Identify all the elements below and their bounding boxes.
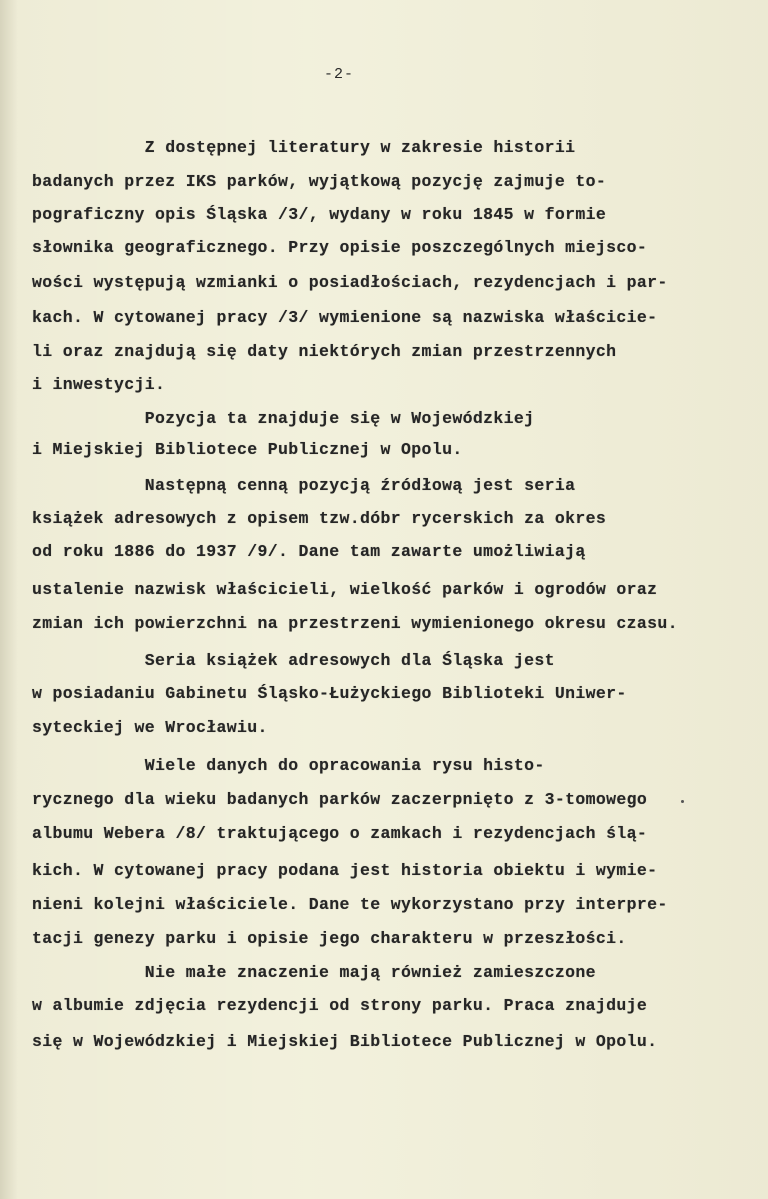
text-line: Seria książek adresowych dla Śląska jest <box>32 651 555 670</box>
text-line: słownika geograficznego. Przy opisie poszczególnych miejsco- <box>32 238 648 257</box>
text-line: rycznego dla wieku badanych parków zaczerpnięto z 3-tomowego <box>32 790 648 809</box>
text-line: i inwestycji. <box>32 375 166 394</box>
text-line: się w Wojewódzkiej i Miejskiej Bibliotece Publicznej w Opolu. <box>32 1032 658 1051</box>
text-line: badanych przez IKS parków, wyjątkową pozycję zajmuje to- <box>32 172 607 191</box>
text-line: Następną cenną pozycją źródłową jest seria <box>32 476 576 495</box>
text-line: i Miejskiej Bibliotece Publicznej w Opolu. <box>32 440 463 459</box>
text-line: syteckiej we Wrocławiu. <box>32 718 268 737</box>
page-number: -2- <box>324 66 355 83</box>
text-line: ustalenie nazwisk właścicieli, wielkość parków i ogrodów oraz <box>32 580 658 599</box>
text-line: li oraz znajdują się daty niektórych zmian przestrzennych <box>32 342 617 361</box>
text-line: Nie małe znaczenie mają również zamieszczone <box>32 963 596 982</box>
text-line: albumu Webera /8/ traktującego o zamkach i rezydencjach ślą- <box>32 824 648 843</box>
text-line: wości występują wzmianki o posiadłościach, rezydencjach i par- <box>32 273 668 292</box>
text-line: zmian ich powierzchni na przestrzeni wymienionego okresu czasu. <box>32 614 678 633</box>
text-line: kach. W cytowanej pracy /3/ wymienione są nazwiska właściciе- <box>32 308 658 327</box>
text-line: Z dostępnej literatury w zakresie historii <box>32 138 576 157</box>
text-line: pograficzny opis Śląska /3/, wydany w roku 1845 w formie <box>32 205 607 224</box>
ink-speck <box>681 800 684 803</box>
text-line: nieni kolejni właściciele. Dane te wykorzystano przy interpre- <box>32 895 668 914</box>
binding-shadow <box>0 0 18 1199</box>
text-line: książek adresowych z opisem tzw.dóbr rycerskich za okres <box>32 509 607 528</box>
text-line: Pozycja ta znajduje się w Wojewódzkiej <box>32 409 535 428</box>
text-line: w albumie zdjęcia rezydencji od strony parku. Praca znajduje <box>32 996 648 1015</box>
text-line: tacji genezy parku i opisie jego charakteru w przeszłości. <box>32 929 627 948</box>
text-line: w posiadaniu Gabinetu Śląsko-Łużyckiego Biblioteki Uniwer- <box>32 684 627 703</box>
text-line: od roku 1886 do 1937 /9/. Dane tam zawarte umożliwiają <box>32 542 586 561</box>
text-line: Wiele danych do opracowania rysu histo- <box>32 756 545 775</box>
text-line: kich. W cytowanej pracy podana jest historia obiektu i wymie- <box>32 861 658 880</box>
